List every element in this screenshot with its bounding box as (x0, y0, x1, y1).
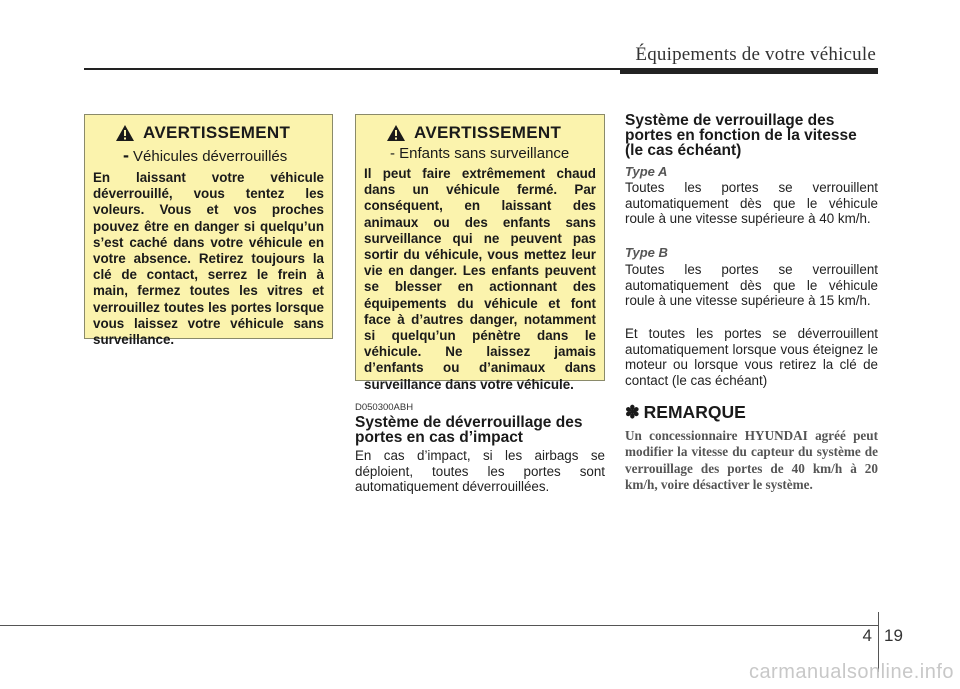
warning-subtitle: - Véhicules déverrouillés (123, 145, 288, 165)
warning-body: Il peut faire extrêmement chaud dans un véhicule fermé. Par conséquent, en laissant des animaux ou des enfants sans surveillance qui ne peuvent pas sortir du véhicule, vous mettez leur vie en danger. Les enfants peuvent se blesser en actionnant des équipements du véhicule et font face à d’autres danger, notamment si quelqu’un pénètre dans le véhicule. Ne laissez jamais d’enfants ou d’animaux dans surveillance dans votre véhicule. (364, 166, 596, 392)
type-b-label: Type B (625, 245, 668, 260)
asterisk-icon: ✽ (625, 402, 640, 422)
footer-rule (0, 625, 878, 626)
type-a-body: Toutes les portes se verrouillent automatiquement dès que le véhicule roule à une vitesse supérieure à 40 km/h. (625, 180, 878, 227)
section-code: D050300ABH (355, 402, 414, 413)
remark-title: ✽ REMARQUE (625, 402, 746, 422)
warning-title: AVERTISSEMENT (143, 123, 291, 142)
warning-title: AVERTISSEMENT (414, 123, 562, 142)
type-b-body: Toutes les portes se verrouillent automatiquement dès que le véhicule roule à une vitesse supérieure à 15 km/h. (625, 262, 878, 309)
warning-body: En laissant votre véhicule déverrouillé, vous tentez les voleurs. Vous et vos proches pouvez être en danger si quelqu’un s’est caché dans votre véhicule en votre absence. Retirez toujours la clé de contact, serrez le frein à main, fermez toutes les vitres et verrouillez toutes les portes lorsque vous laissez votre véhicule sans surveillance. (93, 170, 324, 348)
chapter-number: 4 (862, 626, 872, 645)
remark-body: Un concessionnaire HYUNDAI agréé peut modifier la vitesse du capteur du système de verrouillage des portes de 40 km/h à 20 km/h, voire désactiver le système. (625, 428, 878, 493)
warning-box-unattended-children (355, 114, 605, 392)
impact-section-body: En cas d’impact, si les airbags se déploient, toutes les portes sont automatiquement déverrouillées. (355, 448, 605, 495)
watermark: carmanualsonline.info (748, 661, 954, 683)
impact-section-title: Système de déverrouillage des portes en cas d’impact (355, 414, 583, 446)
page-header-title: Équipements de votre véhicule (635, 44, 876, 65)
unlock-body: Et toutes les portes se déverrouillent automatiquement lorsque vous éteignez le moteur ou lorsque vous retirez la clé de contact (le cas échéant) (625, 326, 878, 388)
warning-triangle-icon (115, 124, 135, 142)
type-a-label: Type A (625, 164, 668, 179)
warning-box-unlocked-vehicle (84, 114, 333, 348)
header-rule-accent (620, 68, 878, 74)
speed-section-title: Système de verrouillage des portes en fonction de la vitesse (le cas échéant) (625, 112, 857, 159)
page-number: 19 (884, 626, 903, 645)
warning-subtitle: - Enfants sans surveillance (390, 145, 570, 162)
warning-triangle-icon (386, 124, 406, 142)
